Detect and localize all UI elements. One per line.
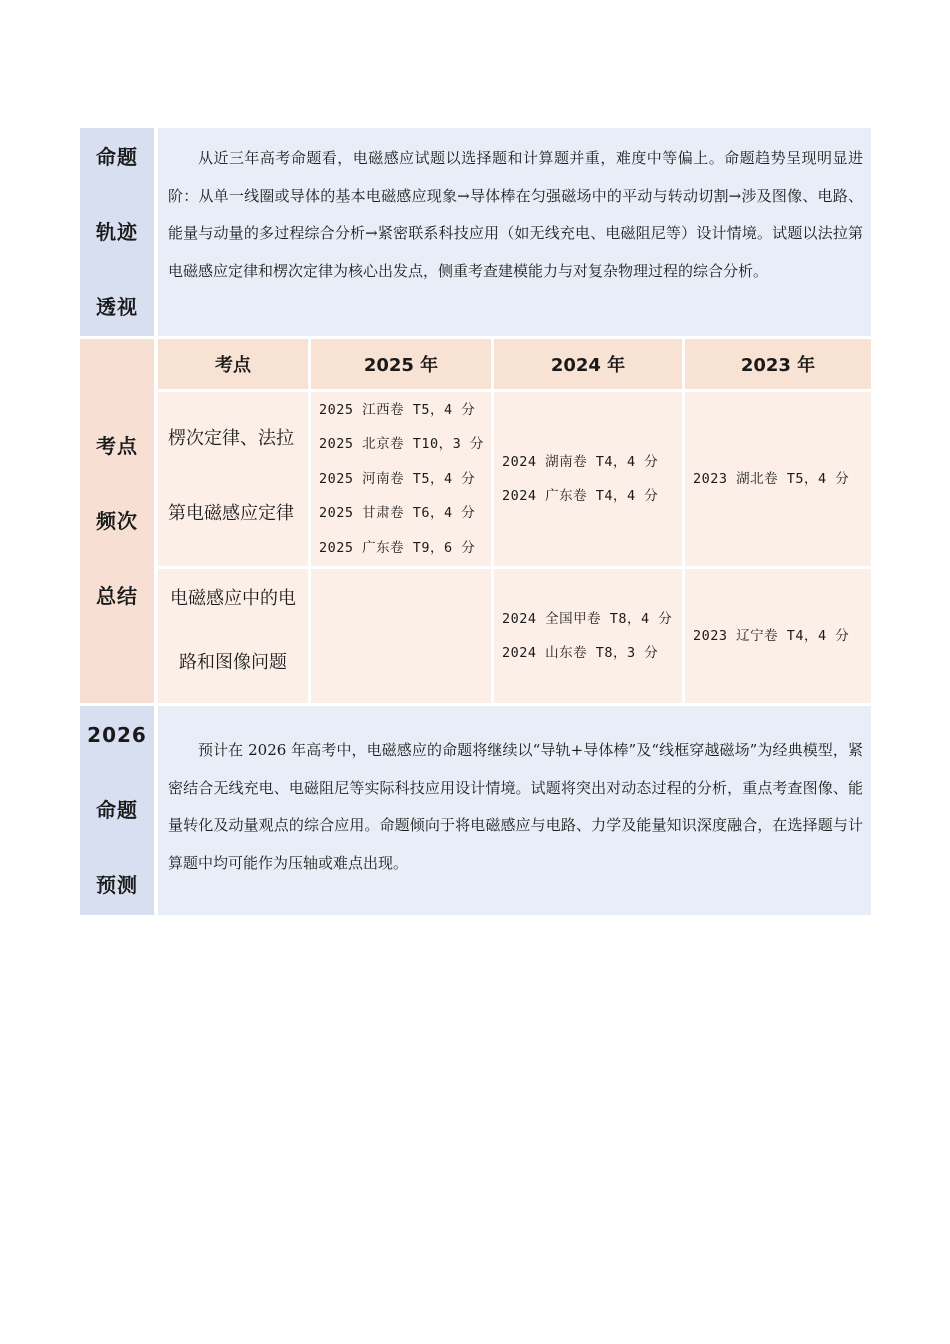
section-label: 考点 频次 总结 [80,339,154,703]
table-header: 2024 年 [494,339,682,389]
table-header: 2025 年 [311,339,491,389]
section-label: 命题 轨迹 透视 [80,128,154,336]
section-label: 2026 命题 预测 [80,706,154,915]
paragraph: 从近三年高考命题看，电磁感应试题以选择题和计算题并重，难度中等偏上。命题趋势呈现明显进阶：从单一线圈或导体的基本电磁感应现象→导体棒在匀强磁场中的平动与转动切割→涉及图像、电路、能量与动量的多过程综合分析→紧密联系科技应用（如无线充电、电磁阻尼等）设计情境。试题以法拉第电磁感应定律和楞次定律为核心出发点，侧重考查建模能力与对复杂物理过程的综合分析。 [168,149,863,280]
table-cell-topic: 楞次定律、法拉 第电磁感应定律 [158,392,308,566]
section-frequency [80,339,871,703]
section-trajectory [80,128,871,336]
table-cell-2023: 2023 湖北卷 T5，4 分 [685,392,871,566]
section-content [158,128,871,336]
section-content [158,706,871,915]
section-forecast [80,706,871,915]
table-cell-2025 [311,569,491,703]
table-cell-2024: 2024 全国甲卷 T8，4 分 2024 山东卷 T8，3 分 [494,569,682,703]
table-cell-topic: 电磁感应中的电 路和图像问题 [158,569,308,703]
table-header: 2023 年 [685,339,871,389]
table-cell-2024: 2024 湖南卷 T4，4 分 2024 广东卷 T4，4 分 [494,392,682,566]
table-cell-2023: 2023 辽宁卷 T4，4 分 [685,569,871,703]
table-header: 考点 [158,339,308,389]
paragraph: 预计在 2026 年高考中，电磁感应的命题将继续以“导轨+导体棒”及“线框穿越磁场”为经典模型，紧密结合无线充电、电磁阻尼等实际科技应用设计情境。试题将突出对动态过程的分析，重点考查图像、能量转化及动量观点的综合应用。命题倾向于将电磁感应与电路、力学及能量知识深度融合，在选择题与计算题中均可能作为压轴或难点出现。 [168,741,863,872]
table-cell-2025: 2025 江西卷 T5，4 分 2025 北京卷 T10，3 分 2025 河南卷 T5，4 分 2025 甘肃卷 T6，4 分 2025 广东卷 T9，6 分 [311,392,491,566]
